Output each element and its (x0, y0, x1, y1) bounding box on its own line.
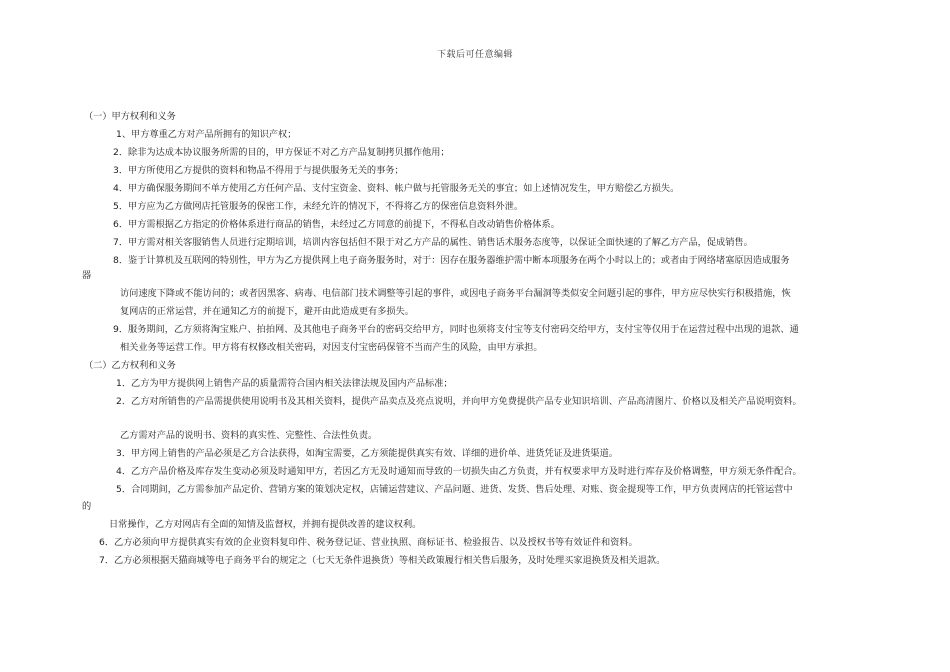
section-b-item-6: 6．乙方必须向甲方提供真实有效的企业资料复印件、税务登记证、营业执照、商标证书、检验报告、以及授权书等有效证件和资料。 (99, 537, 638, 548)
header-note: 下载后可任意编辑 (436, 50, 513, 60)
section-a-item-3: 3．甲方所使用乙方提供的资料和物品不得用于与提供服务无关的事务； (113, 165, 404, 176)
section-a-item-2: 2．除非为达成本协议服务所需的目的，甲方保证不对乙方产品复制拷贝挪作他用； (113, 147, 450, 158)
section-b-item-2-cont: 乙方需对产品的说明书、资料的真实性、完整性、合法性负责。 (120, 430, 378, 441)
section-a-item-8-wrap: 器 (82, 270, 92, 281)
section-a-item-7: 7．甲方需对相关客服销售人员进行定期培训，培训内容包括但不限于对乙方产品的属性、销售话术服务态度等，以保证全面快速的了解乙方产品，促成销售。 (113, 237, 753, 248)
section-b-item-7: 7．乙方必须根据天猫商城等电子商务平台的规定之（七天无条件退换货）等相关政策履行相关售后服务，及时处理买家退换货及相关退款。 (99, 555, 666, 566)
section-a-item-8-cont-2: 复网店的正常运营，并在通知乙方的前提下，避开由此造成更有多损失。 (120, 306, 414, 317)
section-a-item-8-cont-1: 访问速度下降或不能访问的；或者因黑客、病毒、电信部门技术调整等引起的事件，或因电子商务平台漏洞等类似安全问题引起的事件，甲方应尽快实行积极措施，恢 (120, 288, 791, 299)
section-a-item-4: 4．甲方确保服务期间不单方使用乙方任何产品、支付宝资金、资料、帐户做与托管服务无关的事宜；如上述情况发生，甲方赔偿乙方损失。 (113, 183, 680, 194)
section-b-item-3: 3．甲方网上销售的产品必须是乙方合法获得，如淘宝需要，乙方须能提供真实有效、详细的进价单、进货凭证及进货渠道。 (116, 448, 618, 459)
section-b-item-4: 4．乙方产品价格及库存发生变动必须及时通知甲方，若因乙方无及时通知而导致的一切损失由乙方负责，并有权要求甲方及时进行库存及价格调整，甲方须无条件配合。 (116, 466, 802, 477)
section-b-item-5-wrap: 的 (82, 501, 92, 512)
section-a-item-9: 9．服务期间，乙方须将淘宝账户、拍拍网、及其他电子商务平台的密码交给甲方，同时也须将支付宝等支付密码交给甲方，支付宝等仅用于在运营过程中出现的退款、通 (113, 324, 799, 335)
section-a-item-5: 5．甲方应为乙方做网店托管服务的保密工作，未经允许的情况下，不得将乙方的保密信息资料外泄。 (113, 201, 524, 212)
section-a-item-9-cont: 相关业务等运营工作。甲方将有权修改相关密码，对因支付宝密码保管不当而产生的风险，由甲方承担。 (120, 342, 543, 353)
section-b-title: （二）乙方权利和义务 (84, 360, 176, 371)
section-a-item-6: 6．甲方需根据乙方指定的价格体系进行商品的销售，未经过乙方同意的前提下，不得私自改动销售价格体系。 (113, 219, 560, 230)
section-b-item-2: 2．乙方对所销售的产品需提供使用说明书及其相关资料，提供产品卖点及亮点说明，并向甲方免费提供产品专业知识培训、产品高清图片、价格以及相关产品说明资料。 (116, 396, 802, 407)
section-a-item-8: 8．鉴于计算机及互联网的特别性，甲方为乙方提供网上电子商务服务时，对于：因存在服务器维护需中断本项服务在两个小时以上的；或者由于网络堵塞原因造成服务 (113, 255, 790, 266)
section-b-item-5-cont: 日常操作，乙方对网店有全面的知情及监督权，并拥有提供改善的建议权利。 (109, 519, 422, 530)
section-b-item-5: 5．合同期间，乙方需参加产品定价、营销方案的策划决定权，店铺运营建议、产品问题、进货、发货、售后处理、对账、资金提现等工作，甲方负责网店的托管运营中 (116, 484, 793, 495)
section-a-title: （一）甲方权利和义务 (84, 111, 176, 122)
section-b-item-1: 1．乙方为甲方提供网上销售产品的质量需符合国内相关法律法规及国内产品标准； (116, 378, 453, 389)
section-a-item-1: 1、甲方尊重乙方对产品所拥有的知识产权； (116, 129, 297, 140)
